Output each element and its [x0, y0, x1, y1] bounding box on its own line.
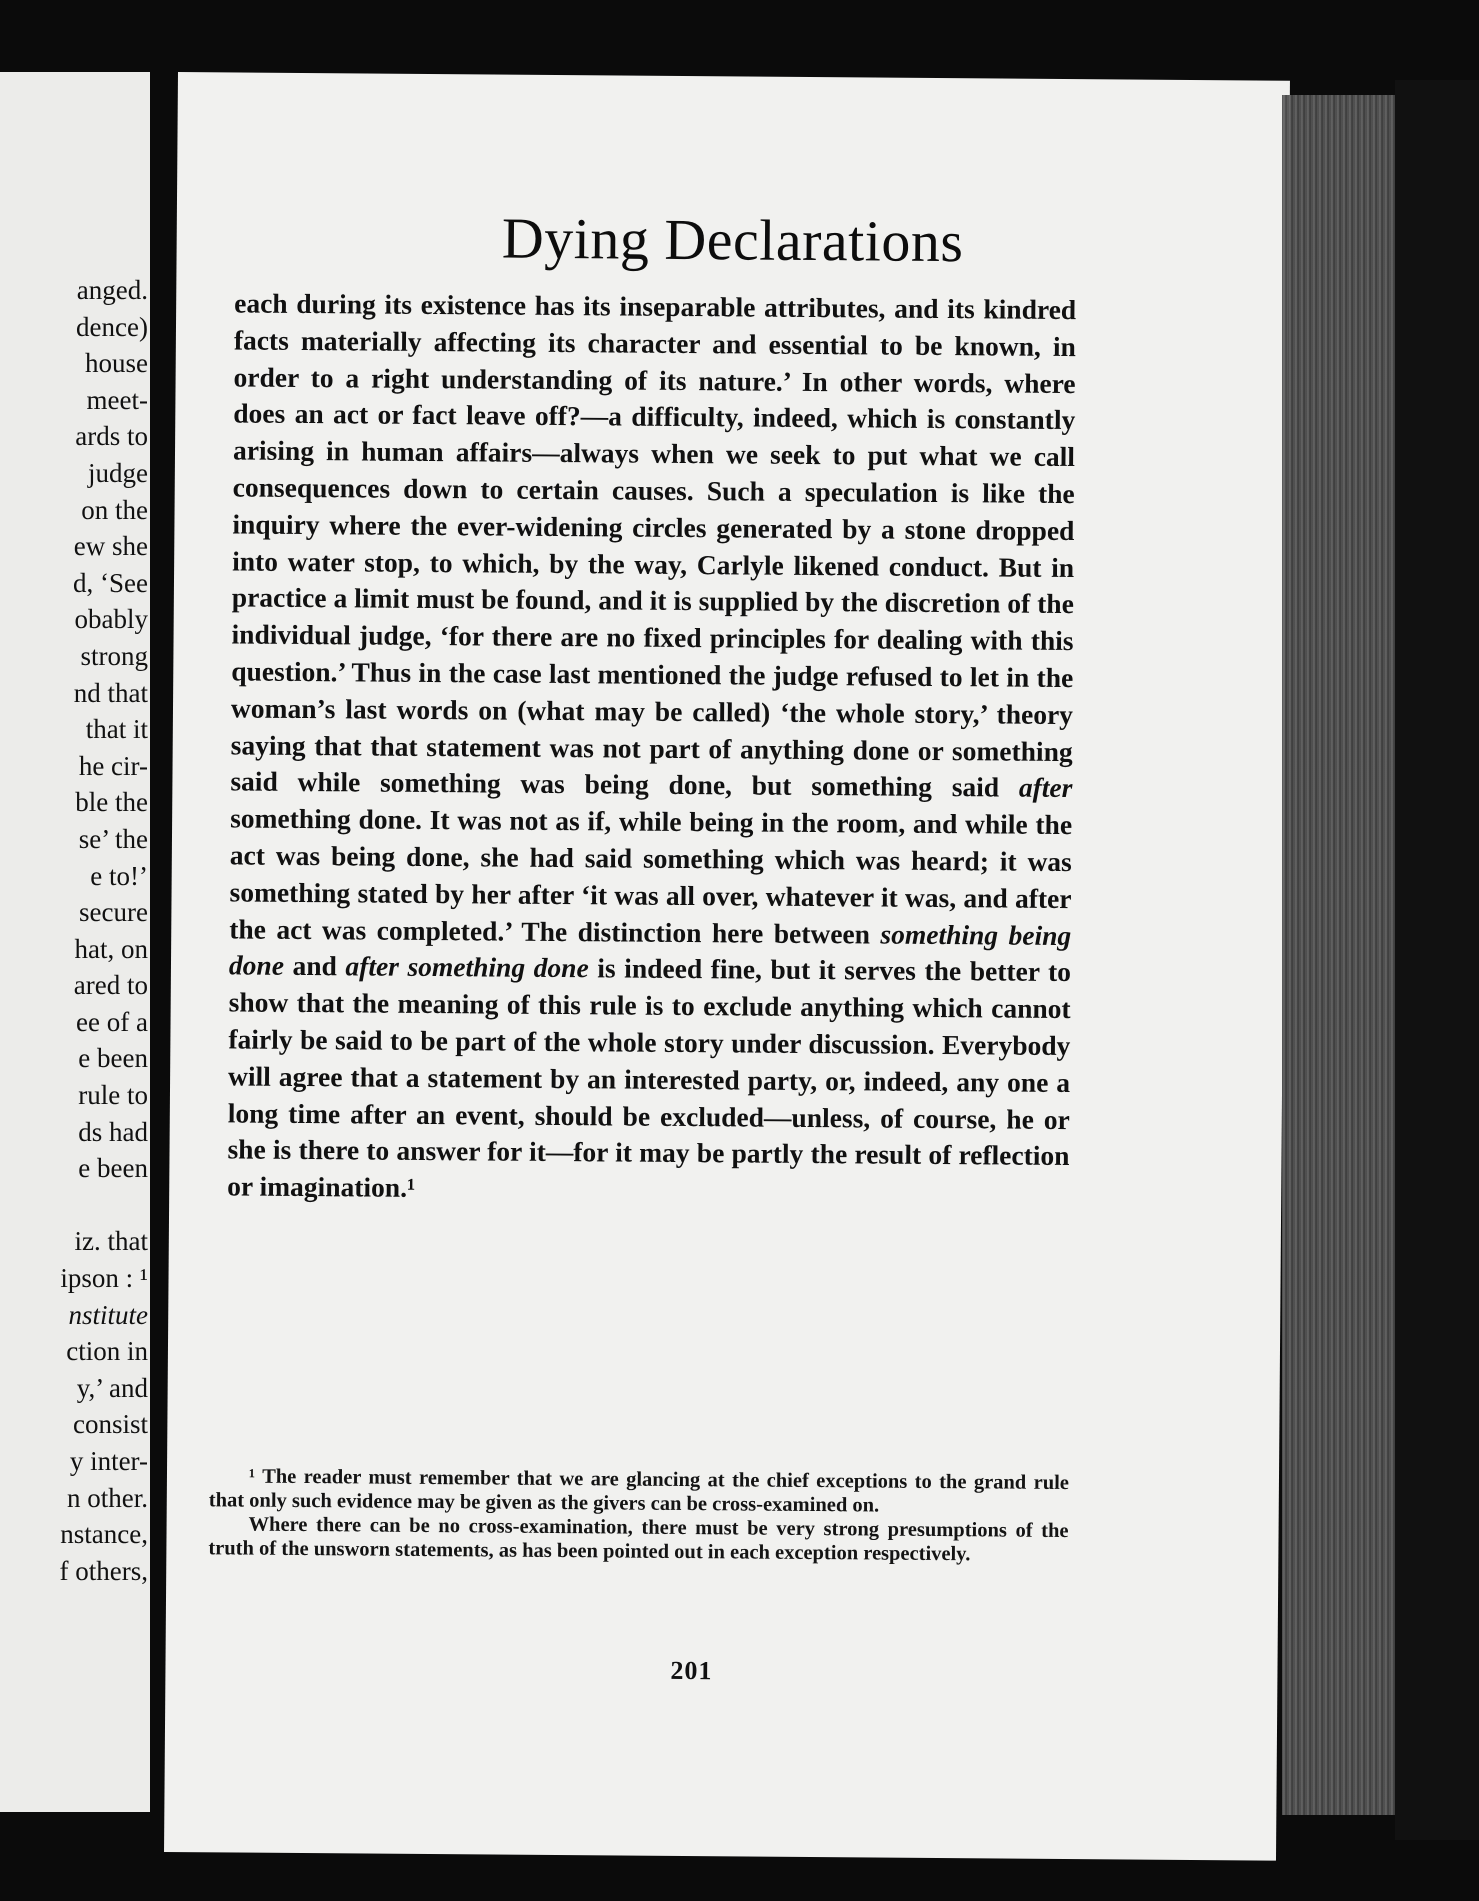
left-page-text	[0, 272, 148, 1589]
left-page-line: ction in	[66, 1336, 148, 1367]
page-number: 201	[670, 1655, 713, 1686]
body-segment: something done. It was not as if, while being in the room, and while the act was being done, she had said something which was heard; it was something stated by her after ‘it was all over, whatever it was, and after the act was completed.’ The distinction here between	[229, 802, 1073, 950]
left-page-line: ee of a	[76, 1006, 148, 1037]
body-emphasis: something being done	[228, 918, 1072, 982]
body-emphasis: after something done	[345, 950, 589, 984]
left-page-line: y inter-	[69, 1446, 148, 1476]
left-page-line: ds had	[78, 1116, 148, 1147]
body-text	[227, 285, 1076, 1212]
left-page-line: se’ the	[78, 823, 148, 854]
left-page-line: nd that	[73, 677, 148, 708]
left-page-line: f others,	[59, 1555, 148, 1586]
main-page	[164, 72, 1290, 1861]
footnote: Where there can be no cross-examination, there must be very strong presumptions of the truth of the unsworn statements, as has been pointed out in each exception respectively.	[208, 1513, 1069, 1566]
scan-background	[1395, 80, 1479, 1840]
left-page-line: nstance,	[60, 1519, 148, 1550]
left-page-line: ble the	[75, 787, 148, 818]
body-emphasis: after	[1018, 771, 1073, 804]
left-page-line: he cir-	[78, 750, 148, 781]
footnote: ¹ The reader must remember that we are glancing at the chief exceptions to the grand rule that only such evidence may be given as the givers can be cross-examined on.	[208, 1465, 1070, 1517]
left-page-line: e been	[78, 1043, 148, 1074]
left-page-line: judge	[88, 457, 148, 488]
running-head: Dying Declarations	[501, 205, 964, 275]
left-page-line: ipson : ¹	[60, 1263, 148, 1294]
body-segment: is indeed fine, but it serves the better to show that the meaning of this rule is to exclude anything which cannot fairly be said to be part of the whole story under discussion. Everybody will agree that a statement by an interested party, or, indeed, any one a long time after an event, should be excluded—unless, of course, he or she is there to answer for it—for it may be partly the result of reflection or imagination.¹	[227, 952, 1072, 1204]
book-page-edges	[1282, 95, 1402, 1815]
left-page-line: strong	[80, 640, 148, 671]
left-page-line: n other.	[67, 1482, 148, 1513]
left-page-line: secure	[79, 897, 148, 928]
left-page-line: e been	[78, 1153, 148, 1184]
left-page-line: that it	[85, 714, 148, 745]
left-page-line: nstitute	[68, 1299, 148, 1330]
left-page-line: e to!’	[90, 860, 148, 891]
left-page-line: obably	[74, 604, 148, 635]
left-page-line: on the	[81, 494, 148, 525]
left-page-line: dence)	[76, 311, 148, 342]
left-page-line: iz. that	[74, 1226, 148, 1257]
body-segment: each during its existence has its inseparable attributes, and its kindred facts materially affecting its character and essential to be known, in order to a right understanding of its nature.’ In other words, where does an act or fact leave off?—a difficulty, indeed, which is constantly arising in human affairs—always when we seek to put what we call consequences down to certain causes. Such a speculation is like the inquiry where the ever-widening circles generated by a stone dropped into water stop, to which, by the way, Carlyle likened conduct. But in practice a limit must be found, and it is supplied by the discretion of the individual judge, ‘for there are no fixed principles for dealing with this question.’ Thus in the case last mentioned the judge refused to let in the woman’s last words on (what may be called) ‘the whole story,’ theory saying that that statement was not part of anything done or something said while something was being done, but something said	[230, 287, 1077, 803]
footnotes	[208, 1464, 1069, 1567]
left-page-line: hat, on	[74, 933, 148, 964]
left-page-line: y,’ and	[76, 1372, 148, 1403]
left-page-line: anged.	[76, 275, 148, 305]
left-page-line: consist	[72, 1409, 148, 1440]
left-facing-page	[0, 72, 158, 1812]
left-page-line: ared to	[73, 970, 148, 1001]
left-page-line: ards to	[75, 421, 148, 452]
body-segment: and	[283, 950, 346, 982]
left-page-line	[0, 1187, 148, 1224]
left-page-line: d, ‘See	[73, 567, 148, 598]
left-page-line: meet-	[86, 384, 148, 415]
left-page-line: rule to	[78, 1080, 148, 1111]
left-page-line: house	[85, 348, 148, 379]
left-page-line: ew she	[73, 531, 148, 562]
